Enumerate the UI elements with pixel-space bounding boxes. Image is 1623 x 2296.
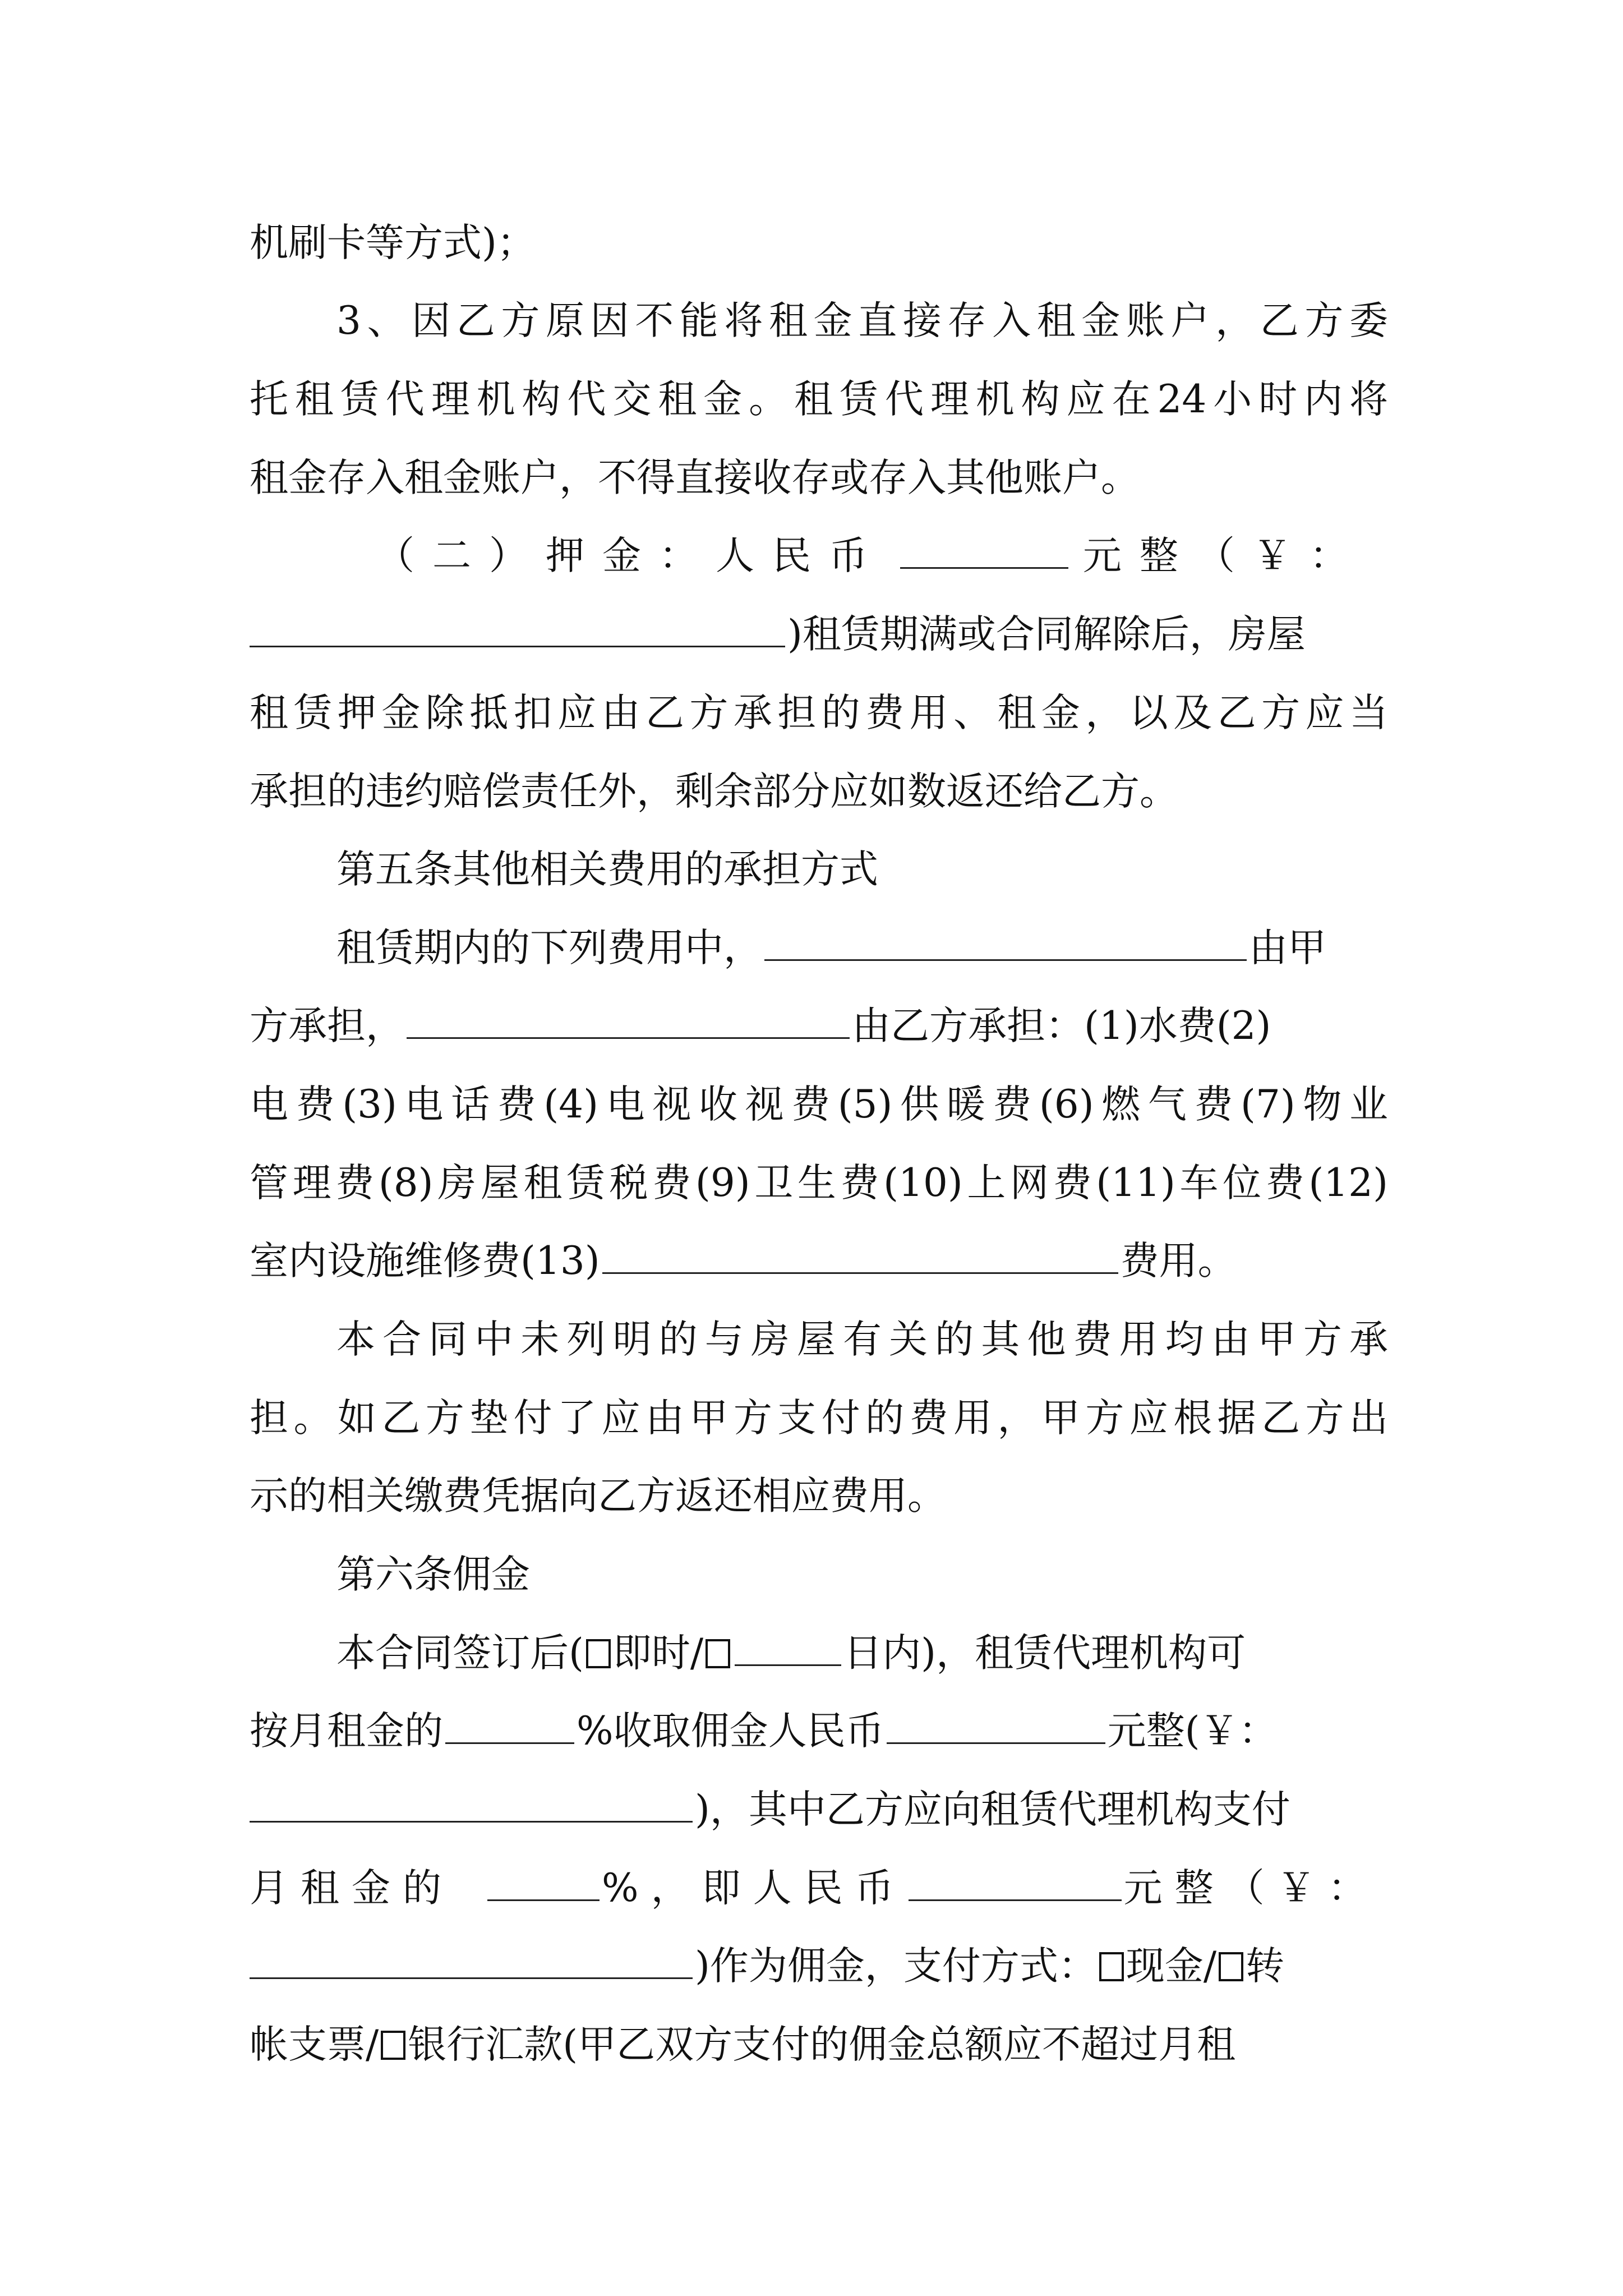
text: 转 — [1246, 1944, 1285, 1989]
text: 帐支票/ — [250, 2022, 379, 2067]
text: )，其中乙方应向租赁代理机构支付 — [695, 1787, 1290, 1832]
deposit-unit-label: 元整（￥： — [1082, 533, 1366, 578]
within-days-checkbox[interactable] — [706, 1639, 730, 1668]
text: 银行汇款(甲乙双方支付的佣金总额应不超过月租 — [408, 2022, 1236, 2067]
paragraph-line — [336, 1619, 1388, 1687]
landlord-costs-blank[interactable] — [764, 930, 1247, 961]
text: 元整(￥： — [1107, 1709, 1278, 1754]
deposit-amount-blank[interactable] — [900, 538, 1068, 569]
text: %，即人民币 — [602, 1866, 906, 1911]
days-blank[interactable] — [735, 1635, 841, 1666]
paragraph-line — [250, 209, 1388, 277]
text: 机刷卡等方式)； — [250, 220, 536, 265]
transfer-checkbox[interactable] — [1219, 1952, 1243, 1981]
other-fee-blank[interactable] — [602, 1243, 1118, 1274]
deposit-line — [376, 522, 1388, 590]
section-heading — [336, 836, 1388, 903]
paragraph-line — [250, 1071, 1388, 1138]
paragraph-line — [250, 1932, 1388, 2000]
commission-rmb-blank[interactable] — [250, 1792, 693, 1823]
text: 担。如乙方垫付了应由甲方支付的费用，甲方应根据乙方出 — [250, 1396, 1388, 1441]
text: 室内设施维修费(13) — [250, 1239, 600, 1283]
text: 本合同中未列明的与房屋有关的其他费用均由甲方承 — [336, 1317, 1388, 1362]
text: 费用。 — [1120, 1239, 1237, 1283]
immediately-checkbox[interactable] — [586, 1639, 611, 1668]
text: 承担的违约赔偿责任外，剩余部分应如数返还给乙方。 — [250, 769, 1178, 814]
text: %收取佣金人民币 — [577, 1709, 884, 1754]
paragraph-line — [250, 1149, 1388, 1217]
deposit-line — [250, 601, 1388, 668]
text: 租赁期内的下列费用中， — [336, 926, 762, 970]
deposit-label: （二）押金：人民币 — [376, 533, 886, 578]
text: 租赁押金除抵扣应由乙方承担的费用、租金，以及乙方应当 — [250, 691, 1388, 735]
cash-checkbox[interactable] — [1099, 1952, 1124, 1981]
tenant-commission-rate-blank[interactable] — [487, 1870, 600, 1901]
tenant-commission-rmb-blank[interactable] — [250, 1948, 693, 1979]
text: 由乙方承担：(1)水费(2) — [852, 1004, 1271, 1048]
text: 元整（￥： — [1123, 1866, 1379, 1911]
paragraph-line — [250, 1697, 1388, 1765]
deposit-rmb-blank[interactable] — [250, 616, 785, 647]
paragraph-line — [250, 2011, 1388, 2078]
tenant-costs-blank[interactable] — [407, 1008, 850, 1039]
paragraph-line — [250, 1462, 1388, 1530]
paragraph-line — [250, 1384, 1388, 1452]
text: 按月租金的 — [250, 1709, 443, 1754]
text: 日内)，租赁代理机构可 — [843, 1631, 1246, 1676]
text: 托租赁代理机构代交租金。租赁代理机构应在24小时内将 — [250, 377, 1388, 422]
tenant-commission-amount-blank[interactable] — [909, 1870, 1122, 1901]
section-heading — [336, 1541, 1388, 1608]
text: )租赁期满或合同解除后，房屋 — [787, 612, 1306, 657]
text: 电费(3)电话费(4)电视收视费(5)供暖费(6)燃气费(7)物业 — [250, 1082, 1388, 1127]
bank-remittance-checkbox[interactable] — [381, 2031, 405, 2060]
text: 3、因乙方原因不能将租金直接存入租金账户，乙方委 — [336, 298, 1388, 343]
section-title: 第六条佣金 — [336, 1552, 530, 1597]
commission-amount-blank[interactable] — [887, 1713, 1105, 1744]
text: 由甲 — [1249, 926, 1326, 970]
section-title: 第五条其他相关费用的承担方式 — [336, 847, 878, 892]
text: 即时/ — [612, 1631, 704, 1676]
text: 本合同签订后( — [336, 1631, 584, 1676]
paragraph-line — [250, 1776, 1388, 1843]
text: 管理费(8)房屋租赁税费(9)卫生费(10)上网费(11)车位费(12) — [250, 1161, 1388, 1205]
text: 租金存入租金账户，不得直接收存或存入其他账户。 — [250, 455, 1140, 500]
paragraph-line — [250, 366, 1388, 433]
text: 现金/ — [1126, 1944, 1217, 1989]
commission-rate-blank[interactable] — [445, 1713, 574, 1744]
paragraph-line — [250, 679, 1388, 747]
text: 示的相关缴费凭据向乙方返还相应费用。 — [250, 1474, 946, 1519]
paragraph-line — [250, 758, 1388, 825]
paragraph-line — [250, 1855, 1388, 1922]
text: 方承担， — [250, 1004, 404, 1048]
paragraph-line — [250, 444, 1388, 512]
paragraph-line — [336, 1306, 1388, 1373]
paragraph-line — [336, 287, 1388, 355]
text: )作为佣金，支付方式： — [695, 1944, 1097, 1989]
paragraph-line — [336, 914, 1388, 982]
text: 月租金的 — [250, 1866, 454, 1911]
paragraph-line — [250, 1227, 1388, 1295]
paragraph-line — [250, 992, 1388, 1060]
